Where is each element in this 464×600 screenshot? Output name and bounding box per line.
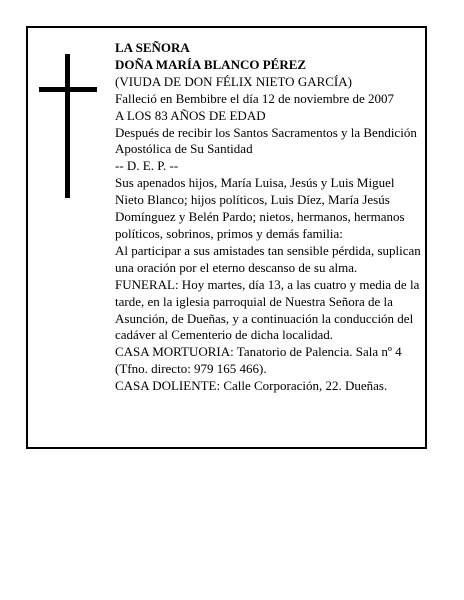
mortuary-paragraph: CASA MORTUORIA: Tanatorio de Palencia. Sala nº 4 (Tfno. directo: 979 165 466).: [115, 344, 402, 377]
deceased-name: DOÑA MARÍA BLANCO PÉREZ: [115, 56, 307, 72]
notice-text: [115, 40, 421, 395]
death-line: Falleció en Bembibre el día 12 de noviembre de 2007: [115, 90, 395, 106]
request-paragraph: Al participar a sus amistades tan sensible pérdida, suplican una oración por el eterno descanso de su alma.: [115, 242, 421, 275]
funeral-paragraph: FUNERAL: Hoy martes, día 13, a las cuatro y media de la tarde, en la iglesia parroquial de Nuestra Señora de la Asunción, de Dueñas, y a continuación la conducción del cadáver al Cementerio de dicha localidad.: [115, 276, 420, 343]
family-paragraph: Sus apenados hijos, María Luisa, Jesús y Luis Miguel Nieto Blanco; hijos políticos, Luis Díez, María Jesús Domínguez y Belén Pardo; nietos, hermanos, hermanos políticos, sobrinos, primos y demás familia:: [115, 175, 405, 241]
obituary-notice: [26, 26, 427, 449]
cross-horizontal-bar: [39, 87, 97, 92]
notice-heading-title: LA SEÑORA: [115, 40, 190, 55]
cross-vertical-bar: [65, 54, 70, 198]
widow-of-line: (VIUDA DE DON FÉLIX NIETO GARCÍA): [115, 73, 352, 89]
rip-line: -- D. E. P. --: [115, 158, 179, 174]
age-line: A LOS 83 AÑOS DE EDAD: [115, 107, 266, 123]
latin-cross-icon: [39, 54, 97, 198]
sacraments-paragraph: Después de recibir los Santos Sacramentos y la Bendición Apostólica de Su Santidad: [115, 124, 417, 157]
mourning-house-paragraph: CASA DOLIENTE: Calle Corporación, 22. Dueñas.: [115, 378, 388, 394]
